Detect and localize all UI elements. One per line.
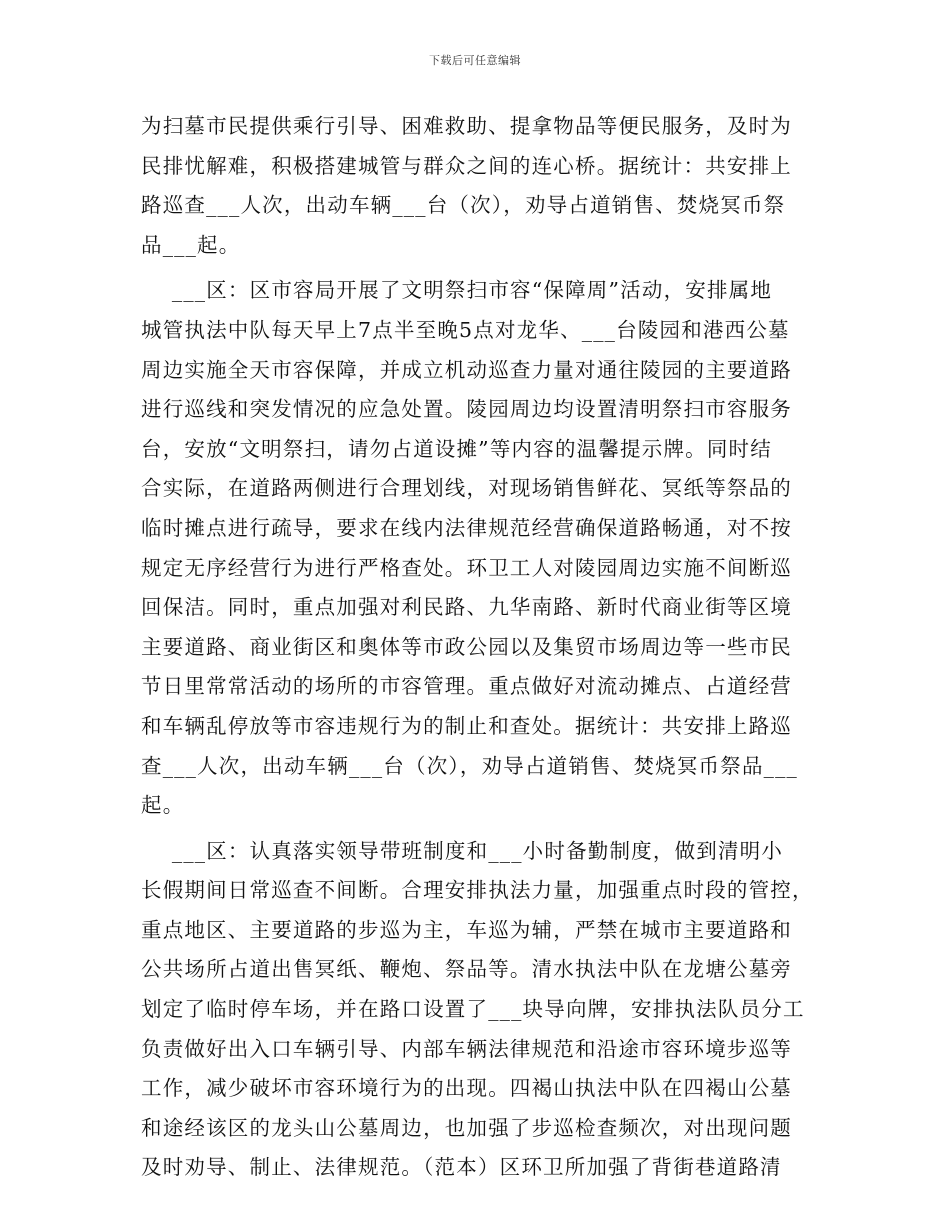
text-line: 节日里常常活动的场所的市容管理。重点做好对流动摊点、占道经营 — [141, 674, 792, 699]
text-line: 周边实施全天市容保障，并成立机动巡查力量对通往陵园的主要道路 — [141, 357, 792, 382]
text-line: 及时劝导、制止、法律规范。（范本）区环卫所加强了背街巷道路清 — [141, 1155, 782, 1180]
text-line: 重点地区、主要道路的步巡为主，车巡为辅，严禁在城市主要道路和 — [141, 917, 792, 942]
text-line: 进行巡线和突发情况的应急处置。陵园周边均设置清明祭扫市容服务 — [141, 397, 792, 422]
text-line: 工作，减少破坏市容环境行为的出现。四褐山执法中队在四褐山公墓 — [141, 1076, 792, 1101]
text-line: 品___起。 — [141, 232, 241, 257]
text-line: 和途经该区的龙头山公墓周边，也加强了步巡检查频次，对出现问题 — [141, 1115, 792, 1140]
text-line: 为扫墓市民提供乘行引导、困难救助、提拿物品等便民服务，及时为 — [141, 114, 792, 138]
paragraph-1 — [141, 107, 821, 265]
text-line: 民排忧解难，积极搭建城管与群众之间的连心桥。据统计：共安排上 — [141, 153, 792, 178]
text-line: 负责做好出入口车辆引导、内部车辆法律规范和沿途市容环境步巡等 — [141, 1036, 792, 1061]
text-line: 和车辆乱停放等市容违规行为的制止和查处。据统计：共安排上路巡 — [141, 713, 792, 738]
text-line: 查___人次，出动车辆___台（次），劝导占道销售、焚烧冥币祭品___ — [141, 753, 798, 778]
paragraph-2 — [141, 271, 821, 825]
text-line: 城管执法中队每天早上7点半至晚5点对龙华、___台陵园和港西公墓 — [141, 317, 790, 342]
text-line: 长假期间日常巡查不间断。合理安排执法力量，加强重点时段的管控， — [141, 878, 814, 903]
paragraph-3 — [141, 832, 821, 1188]
text-line: 主要道路、商业街区和奥体等市政公园以及集贸市场周边等一些市民 — [141, 634, 792, 659]
text-line: 合实际，在道路两侧进行合理划线，对现场销售鲜花、冥纸等祭品的 — [141, 476, 792, 501]
text-line: 起。 — [141, 793, 185, 818]
text-line: 台，安放“文明祭扫，请勿占道设摊”等内容的温馨提示牌。同时结 — [141, 436, 772, 461]
text-line: 划定了临时停车场，并在路口设置了___块导向牌，安排执法队员分工 — [141, 997, 805, 1022]
text-line: 路巡查___人次，出动车辆___台（次），劝导占道销售、焚烧冥币祭 — [141, 193, 786, 218]
text-line: ___区：认真落实领导带班制度和___小时备勤制度，做到清明小 — [141, 838, 784, 863]
text-line: 公共场所占道出售冥纸、鞭炮、祭品等。清水执法中队在龙塘公墓旁 — [141, 957, 792, 982]
text-line: 回保洁。同时，重点加强对利民路、九华南路、新时代商业街等区境 — [141, 595, 792, 620]
text-line: 临时摊点进行疏导，要求在线内法律规范经营确保道路畅通，对不按 — [141, 515, 792, 540]
text-line: ___区：区市容局开展了文明祭扫市容“保障周”活动，安排属地 — [141, 278, 773, 303]
page-header: 下载后可任意编辑 — [429, 54, 521, 67]
document-body — [141, 107, 821, 1188]
text-line: 规定无序经营行为进行严格查处。环卫工人对陵园周边实施不间断巡 — [141, 555, 792, 580]
